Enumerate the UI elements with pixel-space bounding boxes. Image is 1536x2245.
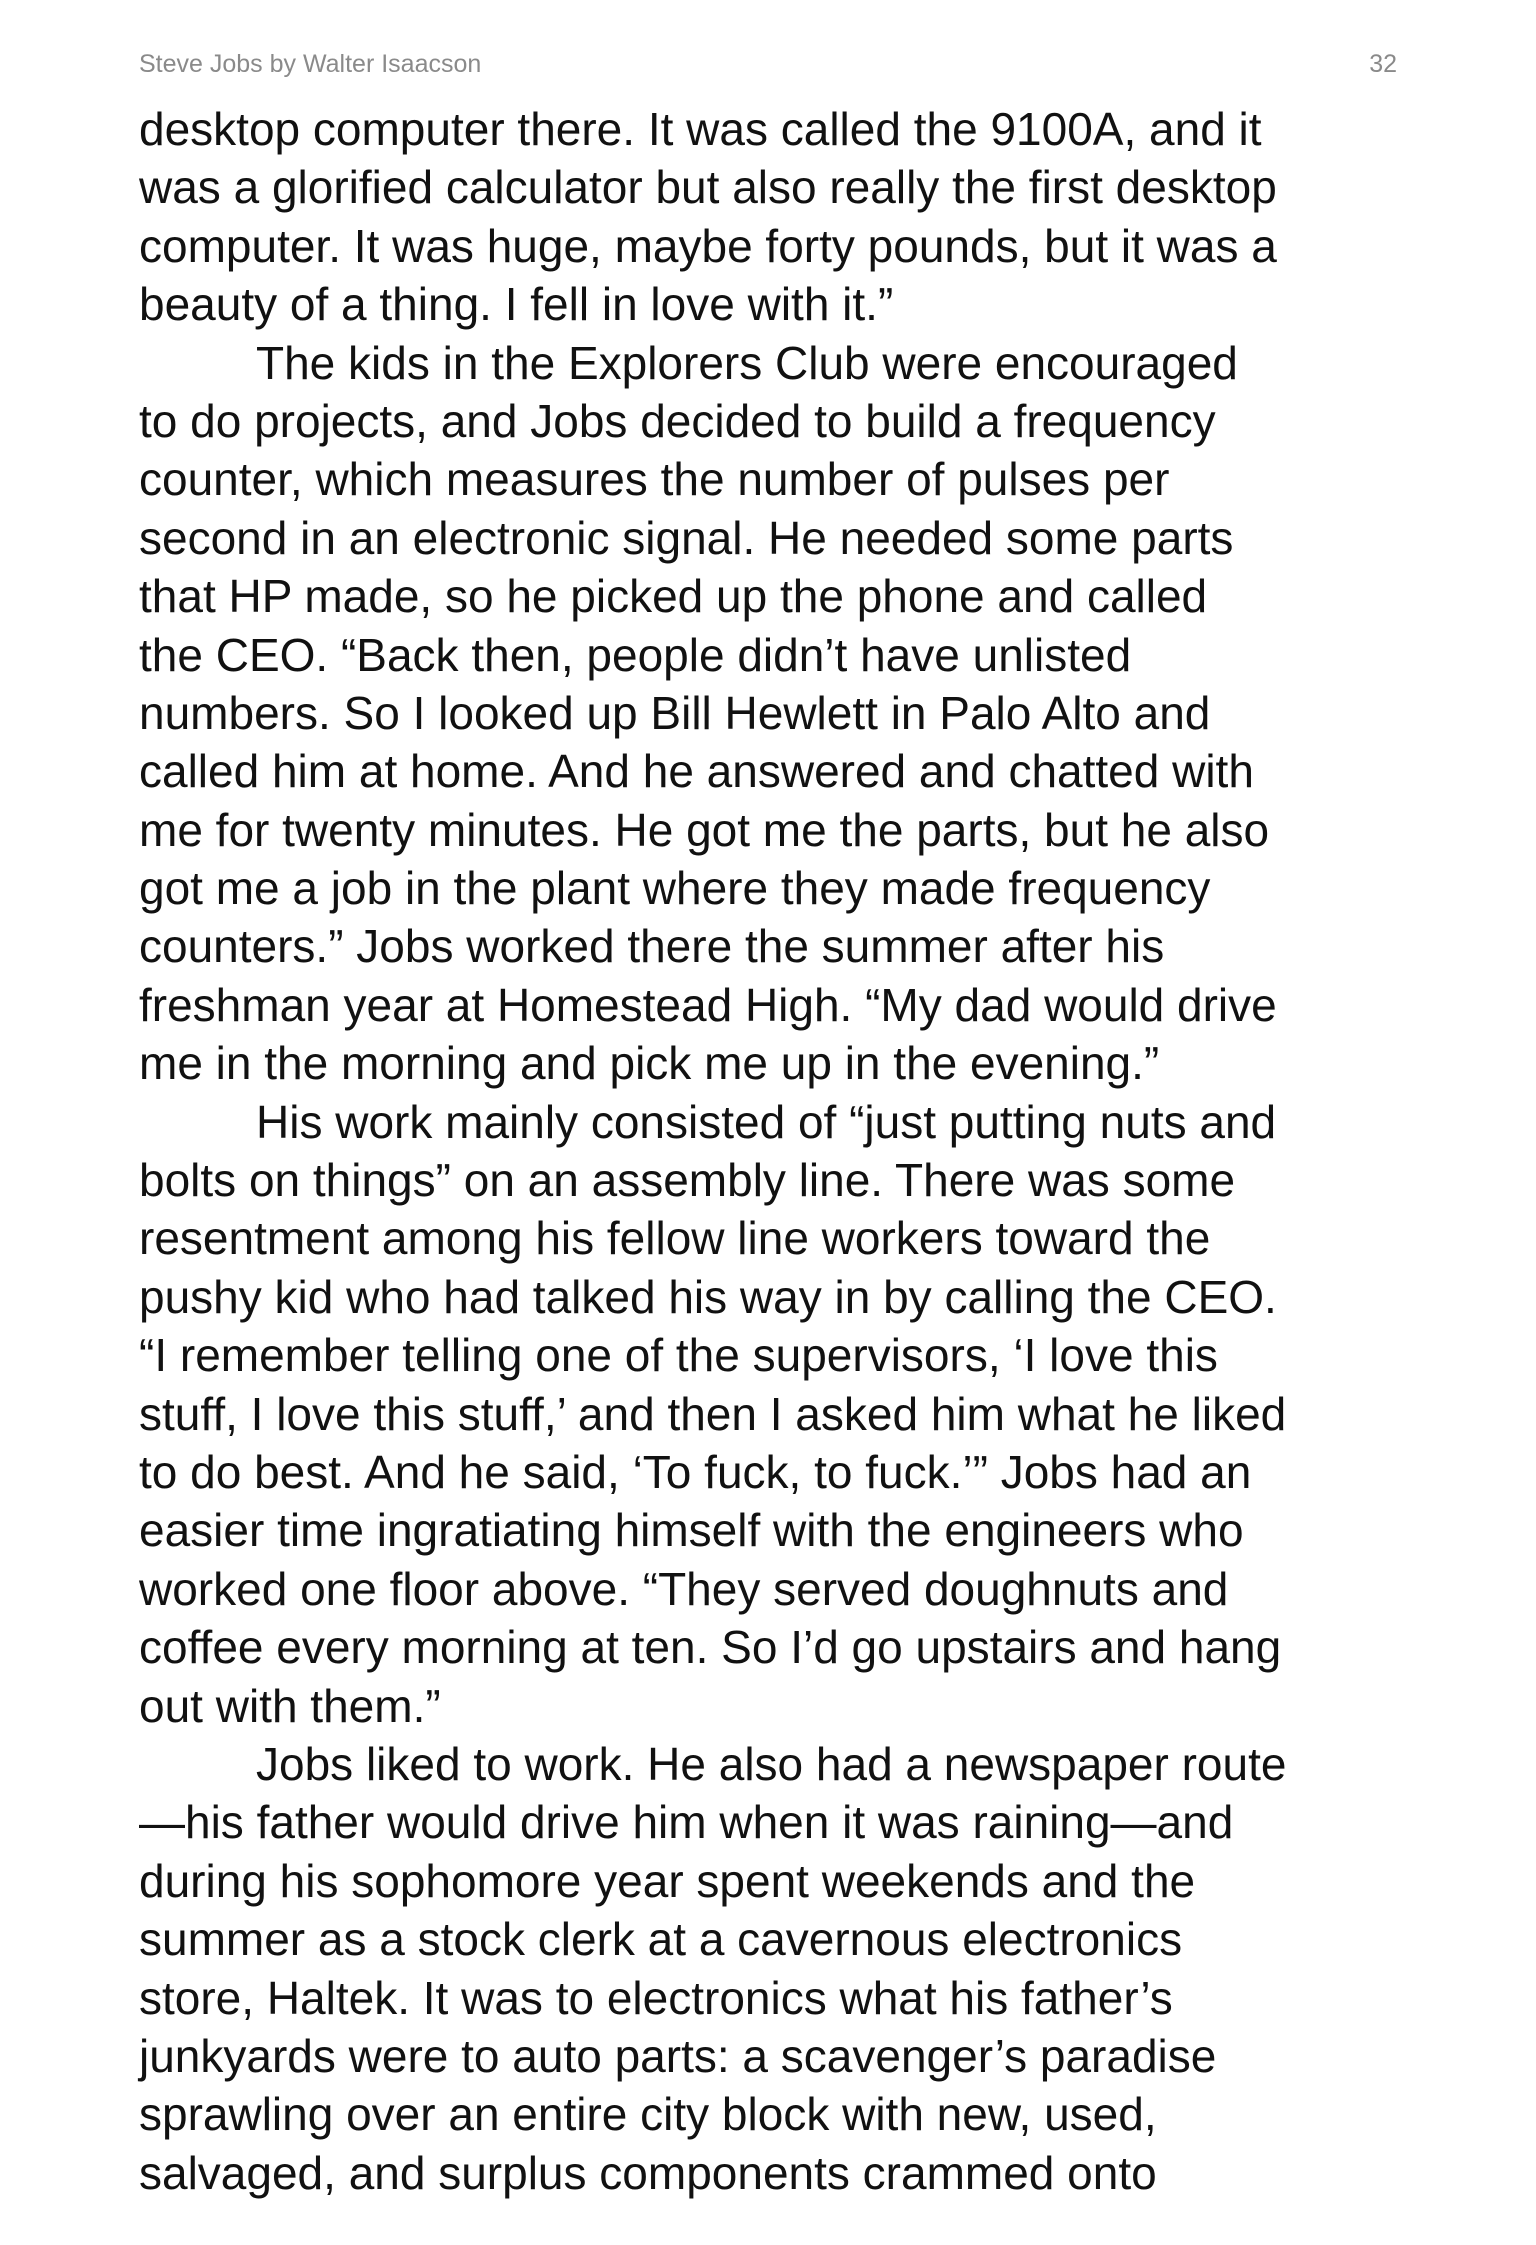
text-line: the CEO. “Back then, people didn’t have unlisted	[139, 628, 1132, 681]
text-line: second in an electronic signal. He needed some parts	[139, 511, 1234, 564]
text-line: freshman year at Homestead High. “My dad would drive	[139, 978, 1277, 1031]
text-line: got me a job in the plant where they made frequency	[139, 862, 1211, 915]
text-line: bolts on things” on an assembly line. There was some	[139, 1154, 1236, 1207]
text-line: store, Haltek. It was to electronics what his father’s	[139, 1971, 1173, 2024]
text-line: that HP made, so he picked up the phone and called	[139, 570, 1208, 623]
text-line: was a glorified calculator but also really the first desktop	[139, 161, 1277, 214]
text-line: His work mainly consisted of “just putting nuts and	[256, 1095, 1277, 1148]
text-line: counter, which measures the number of pulses per	[139, 453, 1170, 506]
page-number: 32	[1369, 50, 1397, 78]
text-line: to do projects, and Jobs decided to build a frequency	[139, 394, 1216, 447]
text-line: during his sophomore year spent weekends and the	[139, 1854, 1196, 1907]
text-line: resentment among his fellow line workers toward the	[139, 1212, 1211, 1265]
text-line: —his father would drive him when it was raining—and	[139, 1796, 1234, 1849]
text-line: “I remember telling one of the supervisors, ‘I love this	[139, 1329, 1218, 1382]
text-line: numbers. So I looked up Bill Hewlett in Palo Alto and	[139, 686, 1211, 739]
text-line: The kids in the Explorers Club were encouraged	[256, 336, 1238, 389]
text-line: junkyards were to auto parts: a scavenger’s paradise	[139, 2029, 1217, 2082]
text-line: easier time ingratiating himself with the engineers who	[139, 1504, 1244, 1557]
text-line: worked one floor above. “They served doughnuts and	[139, 1562, 1229, 1615]
text-line: summer as a stock clerk at a cavernous electronics	[139, 1913, 1183, 1966]
body-text	[139, 100, 1401, 2202]
text-line: desktop computer there. It was called the 9100A, and it	[139, 103, 1262, 155]
text-line: beauty of a thing. I fell in love with it.”	[139, 278, 894, 331]
text-line: sprawling over an entire city block with new, used,	[139, 2088, 1157, 2141]
text-line: me in the morning and pick me up in the evening.”	[139, 1037, 1160, 1090]
text-line: counters.” Jobs worked there the summer after his	[139, 920, 1165, 973]
text-line: pushy kid who had talked his way in by calling the CEO.	[139, 1270, 1277, 1323]
text-line: computer. It was huge, maybe forty pounds, but it was a	[139, 219, 1277, 272]
text-line: to do best. And he said, ‘To fuck, to fuck.’” Jobs had an	[139, 1445, 1252, 1498]
text-line: me for twenty minutes. He got me the parts, but he also	[139, 803, 1270, 856]
text-line: out with them.”	[139, 1679, 441, 1732]
book-title: Steve Jobs by Walter Isaacson	[139, 50, 482, 78]
text-line: coffee every morning at ten. So I’d go upstairs and hang	[139, 1621, 1282, 1674]
text-line: called him at home. And he answered and chatted with	[139, 745, 1254, 798]
page-header	[139, 50, 1397, 86]
text-line: Jobs liked to work. He also had a newspaper route	[256, 1737, 1287, 1790]
text-line: salvaged, and surplus components crammed onto	[139, 2146, 1157, 2199]
text-line: stuff, I love this stuff,’ and then I asked him what he liked	[139, 1387, 1287, 1440]
